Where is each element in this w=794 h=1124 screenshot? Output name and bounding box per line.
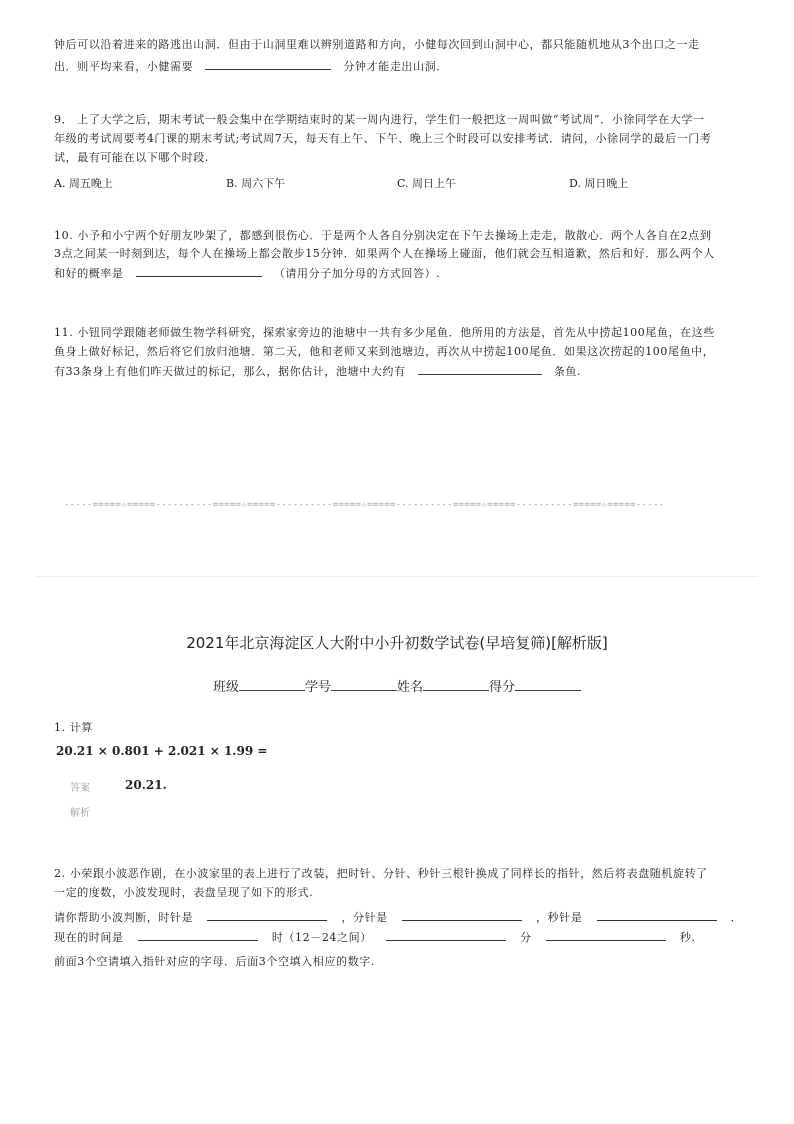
minute-value-blank[interactable] [386,928,506,941]
s2-second-hand-label: ，秒针是 [536,911,583,924]
q10-line1: 10. 小予和小宁两个好朋友吵架了，都感到很伤心．于是两个人各自分别决定在下午去操场上走走，散散心．两个人各自在2点到 [54,229,712,242]
s2-line3 [54,908,742,927]
s1-answer: 20.21. [125,778,167,792]
q10-line3-text-a: 和好的概率是 [54,267,124,280]
name-label: 姓名 [397,680,424,695]
q10-answer-blank[interactable] [136,264,262,277]
name-blank[interactable] [423,678,489,691]
student-info-fields [0,676,794,695]
section-divider: -----=====☆=====----------=====☆=====----------=====☆=====----------=====☆=====----------=====☆=====----- [64,500,665,510]
q9-line2: 年级的考试周要考4门课的期末考试;考试周7天，每天有上午、下午、晚上三个时段可以安排考试．请问，小徐同学的最后一门考 [54,132,712,145]
minute-hand-blank[interactable] [402,908,522,921]
score-label: 得分 [489,680,516,695]
s2-hour-unit: 时（12－24之间） [271,931,372,944]
score-blank[interactable] [515,678,581,691]
page-title: 2021年北京海淀区人大附中小升初数学试卷(早培复筛)[解析版] [186,634,608,652]
s2-time-label: 现在的时间是 [54,931,124,944]
s2-line1: 2. 小荣跟小波恶作剧，在小波家里的表上进行了改装，把时针、分针、秒针三根针换成了同样长的指针，然后将表盘随机旋转了 [54,867,708,880]
q9-option-b[interactable]: B. 周六下午 [226,177,286,190]
hour-value-blank[interactable] [138,928,258,941]
q11-answer-blank[interactable] [418,362,542,375]
q9-line1: 9． 上了大学之后，期末考试一般会集中在学期结束时的某一周内进行，学生们一般把这一周叫做“考试周”．小徐同学在大学一 [54,113,705,126]
s2-line4 [54,928,696,947]
q10-line3 [54,264,440,283]
s2-minute-hand-label: ，分针是 [341,911,388,924]
q11-line3-text-a: 有33条身上有他们昨天做过的标记，那么，据你估计，池塘中大约有 [54,365,406,378]
hour-hand-blank[interactable] [207,908,327,921]
q9-line3: 试，最有可能在以下哪个时段. [54,151,209,164]
q11-line1: 11. 小钮同学跟随老师做生物学科研究，探索家旁边的池塘中一共有多少尾鱼．他所用的方法是，首先从中捞起100尾鱼，在这些 [54,326,715,339]
second-value-blank[interactable] [546,928,666,941]
q11-line3 [54,362,581,381]
class-blank[interactable] [239,678,305,691]
q8-line2-text-a: 出．则平均来看，小健需要 [54,60,194,73]
second-hand-blank[interactable] [597,908,717,921]
q11-line2: 鱼身上做好标记，然后将它们放归池塘．第二天，他和老师又来到池塘边，再次从中捞起100尾鱼．如果这次捞起的100尾鱼中， [54,345,715,358]
id-blank[interactable] [331,678,397,691]
q8-line1: 钟后可以沿着进来的路逃出山洞．但由于山洞里难以辨别道路和方向，小健每次回到山洞中心，都只能随机地从3个出口之一走 [54,38,700,51]
q8-answer-blank[interactable] [205,57,331,70]
q10-line2: 3点之间某一时刻到达，每个人在操场上都会散步15分钟．如果两个人在操场上碰面，他们就会互相道歉，然后和好．那么两个人 [54,247,715,260]
page-separator [36,576,758,577]
s1-expression: 20.21 × 0.801 + 2.021 × 1.99 = [56,744,268,758]
s2-minute-unit: 分 [520,931,532,944]
s2-line5: 前面3个空请填入指针对应的字母．后面3个空填入相应的数字. [54,955,375,968]
q9-option-c[interactable]: C. 周日上午 [397,177,457,190]
s2-second-unit: 秒. [679,931,696,944]
q8-line2-text-b: 分钟才能走出山洞． [343,60,448,73]
s2-line3-end: ． [730,911,743,924]
class-label: 班级 [212,680,239,695]
s1-analysis-label: 解析 [70,808,90,819]
q8-line2 [54,57,448,76]
s2-hour-hand-label: 请你帮助小波判断，时针是 [54,911,194,924]
s1-answer-label: 答案 [70,783,90,794]
q9-option-a[interactable]: A. 周五晚上 [54,177,113,190]
id-label: 学号 [304,680,331,695]
q10-line3-text-b: （请用分子加分母的方式回答）. [273,267,441,280]
q9-option-d[interactable]: D. 周日晚上 [569,177,629,190]
s1-heading: 1. 计算 [54,721,93,734]
s2-line2: 一定的度数，小波发现时，表盘呈现了如下的形式. [54,886,314,899]
q11-line3-text-b: 条鱼. [553,365,582,378]
